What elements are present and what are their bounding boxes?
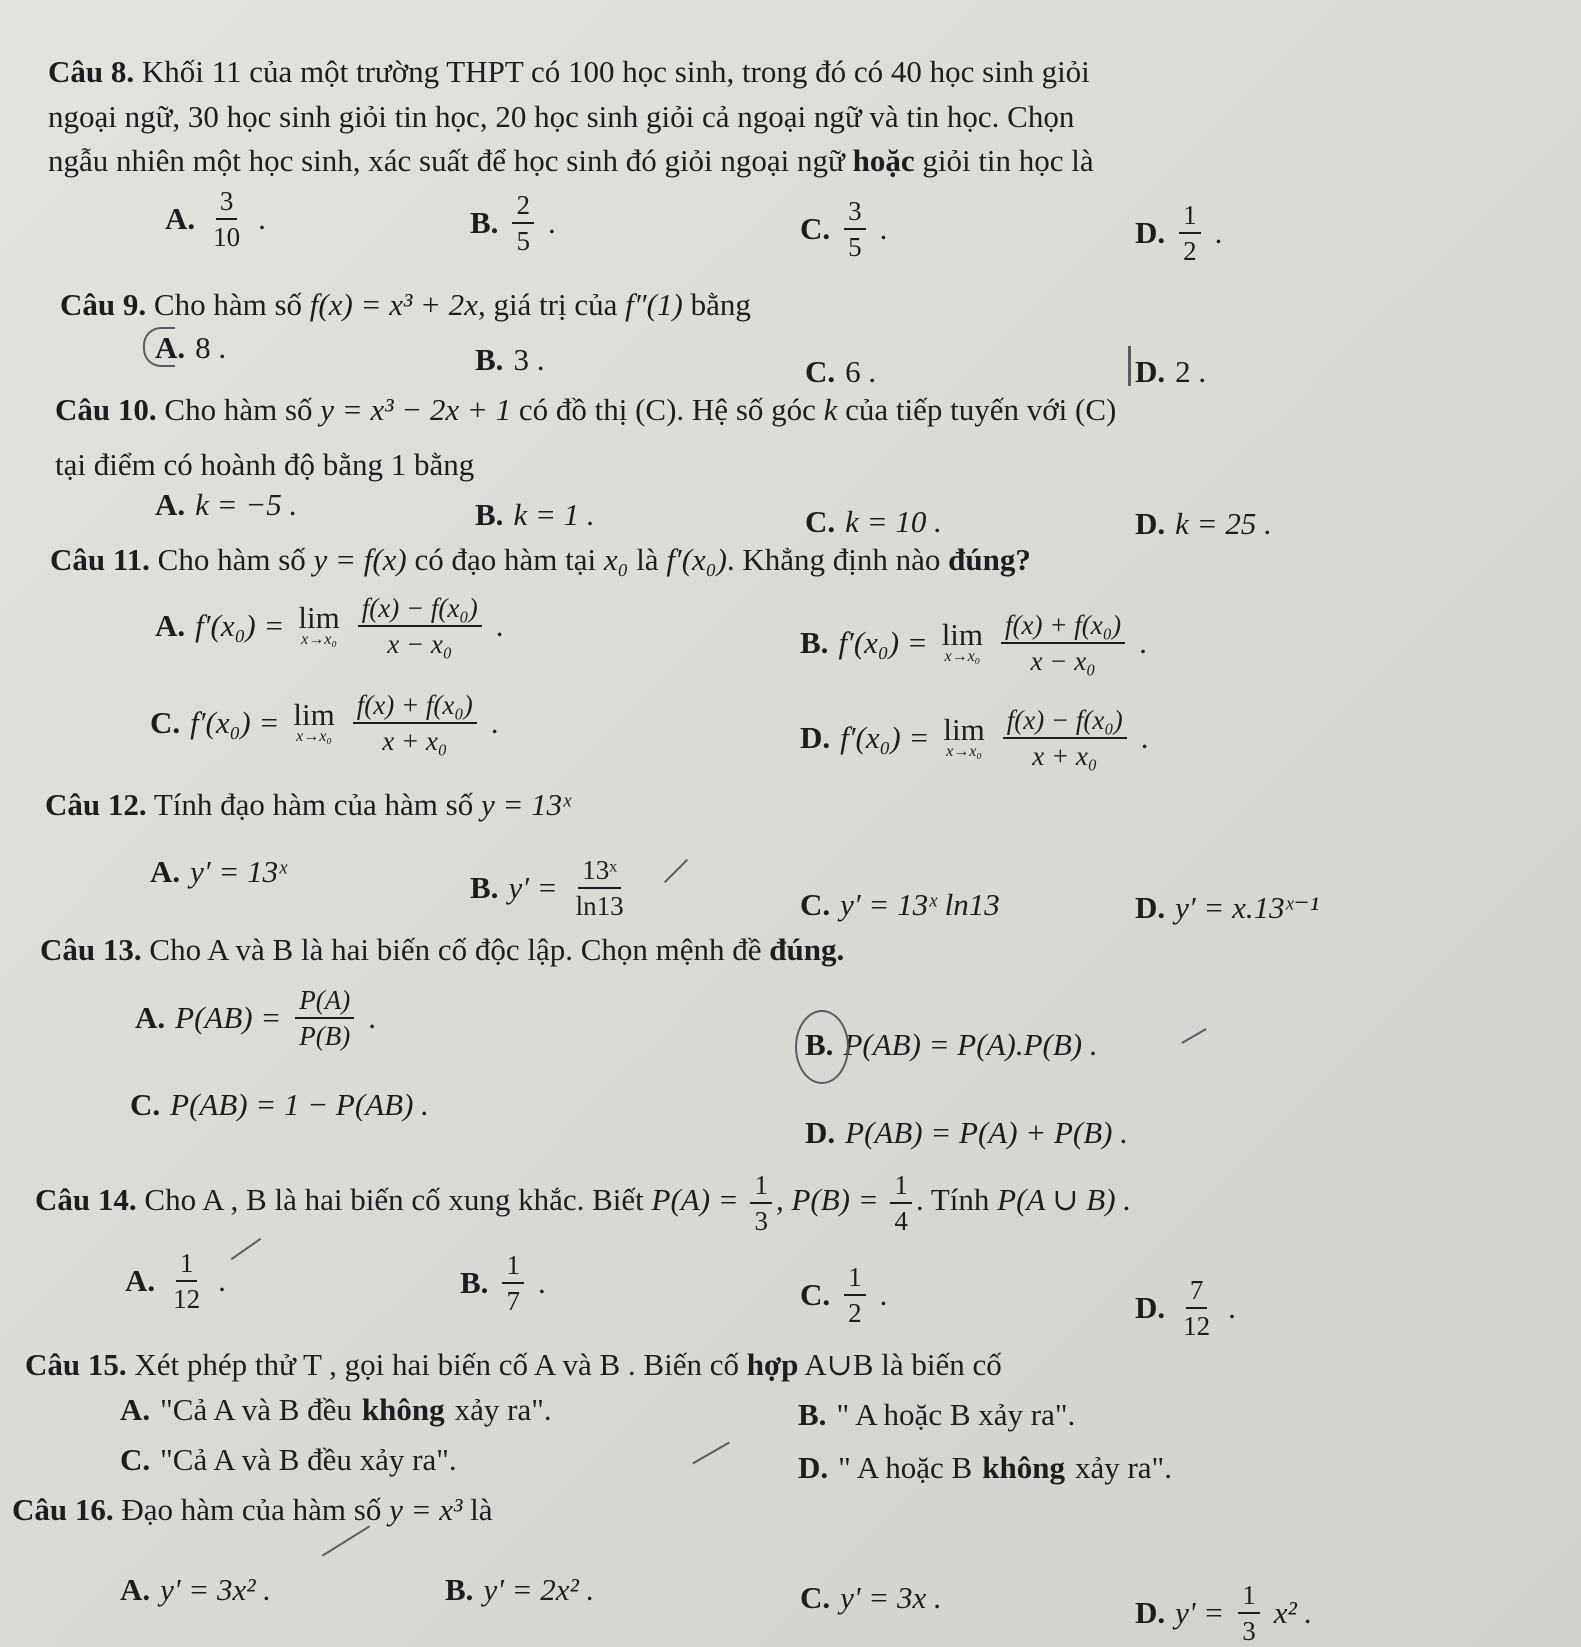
pen-mark-tick-q14a <box>231 1238 262 1260</box>
q10-text3: của tiếp tuyến với (C) <box>845 392 1117 427</box>
fraction <box>502 1250 524 1316</box>
option-value: y′ = 13ˣ ln13 <box>840 887 1000 922</box>
option-letter: C. <box>120 1442 151 1477</box>
option-lhs: f′(x₀) = <box>838 625 928 660</box>
option-end: . <box>537 1265 546 1300</box>
option-letter: D. <box>1135 215 1166 250</box>
option-letter: B. <box>805 1027 834 1062</box>
option-letter: D. <box>805 1115 836 1150</box>
option-letter: A. <box>155 608 186 643</box>
lim-word: lim <box>298 600 340 635</box>
q10-func: y = x³ − 2x + 1 <box>320 392 512 427</box>
option-end: . <box>258 201 266 236</box>
fraction-den: 12 <box>173 1284 201 1314</box>
option-end: . <box>879 211 888 246</box>
q14-option-d[interactable] <box>1135 1275 1236 1341</box>
q15-option-a[interactable] <box>120 1390 552 1430</box>
option-letter: A. <box>135 1000 166 1035</box>
q12-label: Câu 12. <box>45 787 147 822</box>
option-end: . <box>495 608 504 643</box>
option-value: y' = 3x² . <box>160 1572 272 1607</box>
option-letter: D. <box>1135 1595 1166 1630</box>
option-lhs: f′(x₀) = <box>195 608 285 643</box>
option-letter: D. <box>1135 354 1166 389</box>
q11-option-d[interactable] <box>800 705 1149 771</box>
fraction-num: 3 <box>844 196 866 230</box>
q14-pb: , P(B) = <box>775 1182 879 1218</box>
q9-option-c[interactable] <box>805 352 876 392</box>
q13-label: Câu 13. <box>40 932 142 967</box>
q15-option-b[interactable] <box>798 1395 1075 1435</box>
q11-text2: có đạo hàm tại <box>414 542 597 577</box>
option-letter: A. <box>120 1572 151 1607</box>
option-end: . <box>1214 215 1223 250</box>
option-letter: D. <box>800 720 831 755</box>
fraction-den: x + x₀ <box>1032 741 1098 771</box>
option-emph: không <box>982 1450 1065 1485</box>
option-letter: C. <box>150 705 181 740</box>
pen-mark-tick-q13b <box>1181 1028 1206 1044</box>
fraction-num: f(x) + f(x₀) <box>353 690 477 724</box>
option-text: "Cả A và B đều xảy ra". <box>160 1442 457 1477</box>
q8-option-d[interactable] <box>1135 200 1222 266</box>
q8-line3a: ngẫu nhiên một học sinh, xác suất để học sinh đó giỏi ngoại ngữ <box>48 143 845 178</box>
fraction-num: f(x) + f(x₀) <box>1001 610 1125 644</box>
option-end: . <box>368 1000 376 1035</box>
q11-option-b[interactable] <box>800 610 1147 676</box>
fraction <box>358 593 482 659</box>
q14-stem <box>35 1170 1131 1236</box>
option-lhs: P(AB) = <box>175 1000 282 1035</box>
option-text: " A hoặc B xảy ra". <box>836 1397 1076 1432</box>
option-letter: C. <box>800 887 831 922</box>
q8-option-c[interactable] <box>800 196 887 262</box>
q14-option-a[interactable] <box>125 1248 226 1314</box>
q8-line2: ngoại ngữ, 30 học sinh giỏi tin học, 20 học sinh giỏi cả ngoại ngữ và tin học. Chọn <box>48 99 1075 134</box>
option-text: "Cả A và B đều <box>160 1392 352 1427</box>
q11-emph: đúng? <box>948 542 1031 577</box>
fraction-num: 7 <box>1186 1275 1208 1309</box>
fraction-den: 7 <box>506 1286 520 1316</box>
option-letter: C. <box>130 1087 161 1122</box>
fraction <box>844 196 866 262</box>
q12-text1: Tính đạo hàm của hàm số <box>153 787 474 822</box>
q8-option-a[interactable] <box>165 186 266 252</box>
q10-k: k <box>823 392 838 427</box>
q13-option-c[interactable] <box>130 1085 429 1125</box>
fraction-num: 1 <box>1238 1580 1260 1614</box>
fraction <box>750 1170 772 1236</box>
q8-stem-line3 <box>48 141 1094 181</box>
option-letter: C. <box>800 211 831 246</box>
fraction-den: 10 <box>213 222 241 252</box>
option-letter: D. <box>1135 890 1166 925</box>
option-value: 2 . <box>1175 354 1207 389</box>
q12-option-a[interactable] <box>150 852 287 892</box>
option-letter: B. <box>470 205 499 240</box>
option-letter: B. <box>445 1572 474 1607</box>
q12-func: y = 13ˣ <box>480 787 571 822</box>
q11-x0: x₀ <box>603 542 629 577</box>
fraction-den: 4 <box>894 1206 908 1236</box>
q9-option-b[interactable] <box>475 340 544 380</box>
fraction <box>890 1170 912 1236</box>
q10-option-a[interactable] <box>155 485 297 525</box>
pen-mark-tick-q15c <box>692 1442 729 1465</box>
option-end: . <box>879 1277 888 1312</box>
q8-label: Câu 8. <box>48 54 135 89</box>
fraction-den: x − x₀ <box>387 629 453 659</box>
q10-stem-line1 <box>55 390 1116 430</box>
lim-sub: x→x₀ <box>296 728 332 745</box>
q9-func: f(x) = x³ + 2x <box>309 287 478 322</box>
option-letter: A. <box>165 201 196 236</box>
limit <box>943 712 985 760</box>
fraction-den: 2 <box>848 1298 862 1328</box>
fraction <box>169 1248 204 1314</box>
fraction-num: f(x) − f(x₀) <box>1003 705 1127 739</box>
q8-line3-emph: hoặc <box>852 143 915 178</box>
q10-option-c[interactable] <box>805 502 942 542</box>
option-letter: B. <box>475 342 504 377</box>
lim-word: lim <box>943 712 985 747</box>
q11-func: y = f(x) <box>313 542 407 577</box>
fraction-den: x − x₀ <box>1030 646 1096 676</box>
fraction-num: 2 <box>512 190 534 224</box>
fraction-num: 1 <box>750 1170 772 1204</box>
q8-option-b[interactable] <box>470 190 556 256</box>
q9-text1: Cho hàm số <box>153 287 303 322</box>
lim-word: lim <box>941 617 984 652</box>
q15-label: Câu 15. <box>25 1347 127 1382</box>
q9-text3: bằng <box>690 287 751 322</box>
option-value: 3 . <box>513 342 545 377</box>
option-value: k = 10 . <box>845 504 942 539</box>
q10-text1: Cho hàm số <box>164 392 313 427</box>
option-lhs: f′(x₀) = <box>190 705 280 740</box>
limit <box>941 617 984 665</box>
q12-option-b[interactable] <box>470 855 632 921</box>
q16-text1: Đạo hàm của hàm số <box>121 1492 382 1527</box>
q8-stem-line2 <box>48 97 1074 137</box>
q12-option-c[interactable] <box>800 885 1000 925</box>
q13-emph: đúng. <box>769 932 845 967</box>
q15-emph: hợp <box>746 1347 799 1382</box>
option-letter: A. <box>155 330 186 365</box>
q11-option-a[interactable] <box>155 593 504 659</box>
fraction <box>512 190 534 256</box>
option-letter: C. <box>800 1277 831 1312</box>
q10-stem-line2 <box>55 445 474 485</box>
q14-option-b[interactable] <box>460 1250 546 1316</box>
option-lhs: y' = <box>1175 1595 1225 1630</box>
option-end: . <box>490 705 499 740</box>
q9-text2: , giá trị của <box>477 287 618 322</box>
option-value: y' = 3x . <box>840 1580 942 1615</box>
fraction-den: 2 <box>1183 236 1197 266</box>
fraction-num: 3 <box>216 186 238 220</box>
option-letter: B. <box>460 1265 489 1300</box>
q14-text1: Cho A , B là hai biến cố xung khắc. Biết <box>144 1182 644 1218</box>
pen-mark-circle-q9a <box>143 327 175 367</box>
q15-text1: Xét phép thử T , gọi hai biến cố A và B . Biến cố <box>134 1347 739 1382</box>
option-letter: B. <box>800 625 829 660</box>
option-lhs: y′ = <box>508 870 558 905</box>
fraction <box>1238 1580 1260 1646</box>
fraction-num: 1 <box>844 1262 866 1296</box>
fraction-num: 1 <box>176 1248 198 1282</box>
fraction <box>1001 610 1125 676</box>
option-end: . <box>1139 625 1147 660</box>
option-end: . <box>1228 1290 1236 1325</box>
q13-stem <box>40 930 844 970</box>
option-letter: A. <box>125 1263 156 1298</box>
fraction <box>844 1262 866 1328</box>
option-letter: A. <box>150 854 181 889</box>
option-value: k = −5 . <box>195 487 298 522</box>
fraction-den: x + x₀ <box>382 726 448 756</box>
option-post: x² . <box>1273 1595 1313 1630</box>
q14-option-c[interactable] <box>800 1262 887 1328</box>
fraction-num: f(x) − f(x₀) <box>358 593 482 627</box>
q14-label: Câu 14. <box>35 1182 137 1218</box>
pen-mark-tick-q16a <box>322 1525 371 1556</box>
q11-text3: là <box>636 542 659 577</box>
pen-mark-tick-q12b <box>664 859 688 883</box>
option-letter: B. <box>798 1397 827 1432</box>
q9-option-d[interactable] <box>1135 352 1206 392</box>
q9-label: Câu 9. <box>60 287 147 322</box>
option-text-end: xảy ra". <box>1074 1450 1172 1485</box>
option-end: . <box>547 205 556 240</box>
q9-expr: f″(1) <box>625 287 683 322</box>
fraction-num: 13ˣ <box>578 855 621 889</box>
fraction-den: ln13 <box>575 891 624 921</box>
fraction <box>353 690 477 756</box>
fraction-den: 3 <box>754 1206 768 1236</box>
option-end: . <box>218 1263 226 1298</box>
q11-stem <box>50 540 1031 580</box>
q10-option-b[interactable] <box>475 495 595 535</box>
pen-mark-circle-q13b <box>795 1010 849 1084</box>
q16-label: Câu 16. <box>12 1492 114 1527</box>
q8-line1: Khối 11 của một trường THPT có 100 học sinh, trong đó có 40 học sinh giỏi <box>141 54 1090 89</box>
option-value: y' = 2x² . <box>483 1572 595 1607</box>
option-lhs: f′(x₀) = <box>840 720 930 755</box>
option-value: k = 25 . <box>1175 506 1272 541</box>
q10-line2: tại điểm có hoành độ bằng 1 bằng <box>55 447 475 482</box>
q12-stem <box>45 785 571 825</box>
q8-stem-line1 <box>48 52 1090 92</box>
fraction-num: P(A) <box>295 985 354 1019</box>
fraction-den: P(B) <box>299 1021 351 1051</box>
option-value: P(AB) = P(A).P(B) . <box>843 1027 1098 1062</box>
fraction <box>572 855 628 921</box>
q14-pa: P(A) = <box>651 1182 739 1218</box>
option-emph: không <box>361 1392 445 1427</box>
q16-stem <box>12 1490 492 1530</box>
fraction-den: 3 <box>1242 1616 1256 1646</box>
fraction <box>295 985 354 1051</box>
q14-text2: . Tính <box>915 1182 990 1218</box>
option-letter: C. <box>805 354 836 389</box>
q14-target: P(A ∪ B) . <box>997 1182 1132 1218</box>
q13-option-a[interactable] <box>135 985 376 1051</box>
fraction-den: 5 <box>516 226 530 256</box>
q9-stem <box>60 285 751 325</box>
option-letter: C. <box>800 1580 831 1615</box>
q11-deriv: f′(x₀) <box>666 542 727 577</box>
q12-option-d[interactable] <box>1135 888 1319 928</box>
option-letter: B. <box>475 497 504 532</box>
q10-text2: có đồ thị (C). Hệ số góc <box>518 392 816 427</box>
option-letter: D. <box>798 1450 829 1485</box>
option-value: y′ = 13ˣ <box>190 854 287 889</box>
option-value: P(AB) = 1 − P(AB) . <box>170 1087 429 1122</box>
q16-option-b[interactable] <box>445 1570 594 1610</box>
option-letter: D. <box>1135 506 1166 541</box>
fraction-den: 12 <box>1183 1311 1211 1341</box>
q11-option-c[interactable] <box>150 690 499 756</box>
q16-func: y = x³ <box>389 1492 463 1527</box>
lim-sub: x→x₀ <box>301 631 337 648</box>
fraction-den: 5 <box>848 232 862 262</box>
q16-option-a[interactable] <box>120 1570 271 1610</box>
q13-text1: Cho A và B là hai biến cố độc lập. Chọn mệnh đề <box>149 932 762 967</box>
limit <box>293 697 335 745</box>
q15-text2: A∪B là biến cố <box>804 1347 1002 1382</box>
fraction <box>209 186 244 252</box>
fraction-num: 1 <box>890 1170 912 1204</box>
q16-option-d[interactable] <box>1135 1580 1312 1646</box>
option-letter: A. <box>120 1392 151 1427</box>
option-text-end: xảy ra". <box>454 1392 552 1427</box>
fraction <box>1003 705 1127 771</box>
q10-label: Câu 10. <box>55 392 157 427</box>
option-value: k = 1 . <box>513 497 595 532</box>
q16-option-c[interactable] <box>800 1578 942 1618</box>
q15-stem <box>25 1345 1002 1385</box>
lim-sub: x→x₀ <box>944 648 981 665</box>
option-letter: C. <box>805 504 836 539</box>
q13-option-d[interactable] <box>805 1113 1128 1153</box>
fraction-num: 1 <box>502 1250 524 1284</box>
q16-text2: là <box>470 1492 493 1527</box>
pen-mark-stroke-q9d <box>1128 346 1131 386</box>
option-letter: D. <box>1135 1290 1166 1325</box>
option-text: " A hoặc B <box>838 1450 973 1485</box>
option-letter: A. <box>155 487 186 522</box>
q11-text4: . Khẳng định nào <box>726 542 941 577</box>
q11-label: Câu 11. <box>50 542 150 577</box>
option-value: y′ = x.13ˣ⁻¹ <box>1175 890 1320 925</box>
q10-option-d[interactable] <box>1135 504 1272 544</box>
lim-sub: x→x₀ <box>946 743 982 760</box>
lim-word: lim <box>293 697 335 732</box>
fraction <box>1179 1275 1214 1341</box>
fraction <box>1179 200 1201 266</box>
option-value: P(AB) = P(A) + P(B) . <box>845 1115 1128 1150</box>
limit <box>298 600 340 648</box>
q8-line3c: giỏi tin học là <box>922 143 1094 178</box>
q15-option-d[interactable] <box>798 1448 1172 1488</box>
q11-text1: Cho hàm số <box>157 542 306 577</box>
option-value: 6 . <box>845 354 877 389</box>
fraction-num: 1 <box>1179 200 1201 234</box>
option-value: 8 . <box>195 330 227 365</box>
q15-option-c[interactable] <box>120 1440 457 1480</box>
option-end: . <box>1140 720 1149 755</box>
option-letter: B. <box>470 870 499 905</box>
